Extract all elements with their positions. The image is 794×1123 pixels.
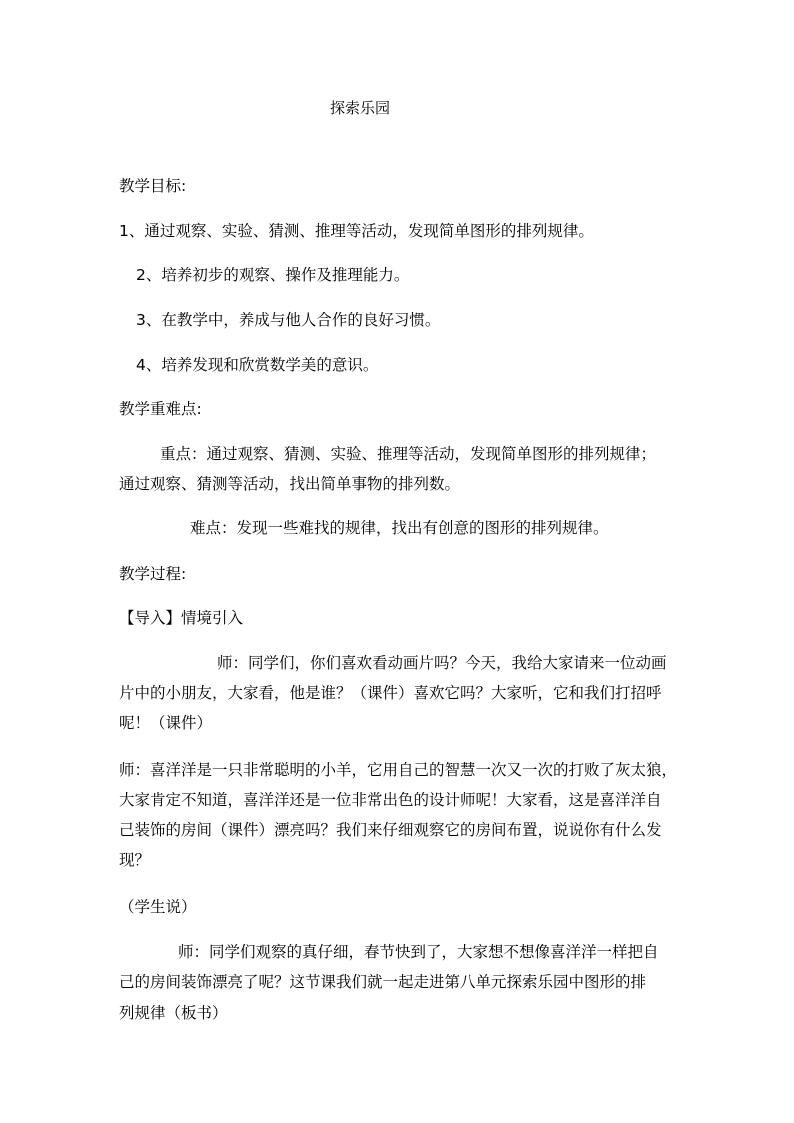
paragraph-line: 师：喜洋洋是一只非常聪明的小羊，它用自己的智慧一次又一次的打败了灰太狼，	[119, 761, 678, 779]
paragraph-line: 师：同学们观察的真仔细，春节快到了，大家想不想像喜洋洋一样把自	[178, 943, 659, 961]
process-heading: 教学过程:	[119, 565, 187, 583]
key-point-line: 重点：通过观察、猜测、实验、推理等活动，发现简单图形的排列规律；	[160, 445, 657, 463]
student-response-note: （学生说）	[119, 898, 197, 916]
paragraph-line: 师：同学们，你们喜欢看动画片吗？今天，我给大家请来一位动画	[217, 654, 667, 672]
paragraph-line: 现？	[119, 851, 151, 869]
paragraph-line: 己的房间装饰漂亮了呢？这节课我们就一起走进第八单元探索乐园中图形的排	[119, 973, 647, 991]
document-title: 探索乐园	[330, 99, 391, 117]
goal-item: 1、通过观察、实验、猜测、推理等活动，发现简单图形的排列规律。	[119, 222, 594, 240]
paragraph-line: 列规律（板书）	[119, 1004, 228, 1022]
paragraph-line: 大家肯定不知道，喜洋洋还是一位非常出色的设计师呢！大家看，这是喜洋洋自	[119, 791, 662, 809]
section-intro-heading: 【导入】情境引入	[119, 609, 244, 627]
difficult-point: 难点：发现一些难找的规律，找出有创意的图形的排列规律。	[190, 519, 609, 537]
paragraph-line: 片中的小朋友，大家看，他是谁？（课件）喜欢它吗？大家听，它和我们打招呼	[119, 684, 662, 702]
key-point-line: 通过观察、猜测等活动，找出简单事物的排列数。	[119, 475, 461, 493]
goals-heading: 教学目标:	[119, 177, 187, 195]
goal-item: 2、培养初步的观察、操作及推理能力。	[136, 266, 410, 284]
key-points-heading: 教学重难点:	[119, 400, 202, 418]
goal-item: 4、培养发现和欣赏数学美的意识。	[136, 356, 379, 374]
goal-item: 3、在教学中，养成与他人合作的良好习惯。	[136, 311, 441, 329]
paragraph-line: 呢！（课件）	[119, 714, 213, 732]
paragraph-line: 己装饰的房间（课件）漂亮吗？我们来仔细观察它的房间布置，说说你有什么发	[119, 821, 662, 839]
